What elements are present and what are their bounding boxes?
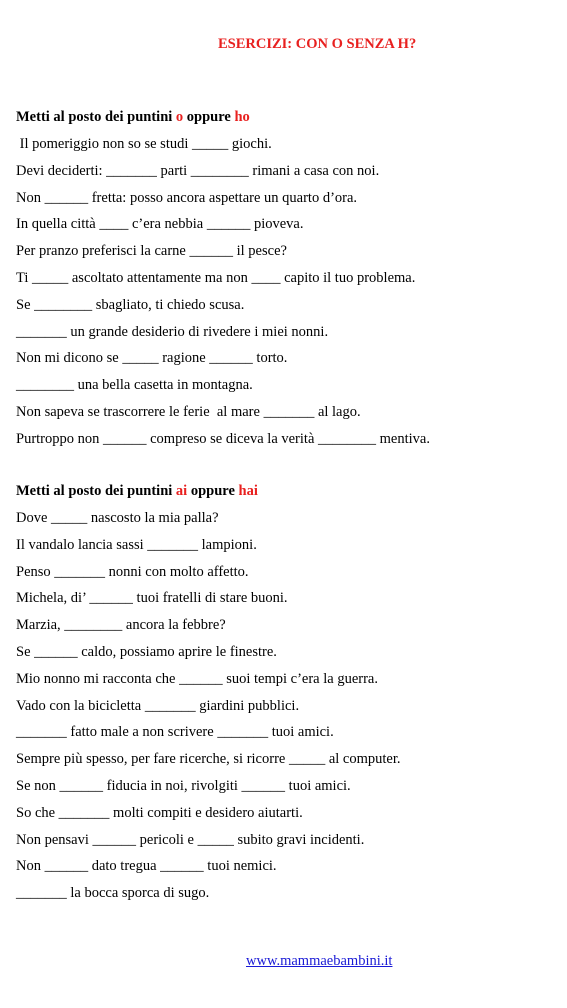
exercise-line: Dove _____ nascosto la mia palla?: [16, 510, 219, 526]
exercise-line: In quella città ____ c’era nebbia ______ pioveva.: [16, 216, 304, 233]
exercise-line: So che _______ molti compiti e desidero aiutarti.: [16, 804, 303, 821]
exercise-line: _______ un grande desiderio di rivedere i miei nonni.: [16, 323, 329, 340]
exercise-line: Non ______ dato tregua ______ tuoi nemici.: [16, 858, 277, 875]
section-heading: [16, 104, 556, 131]
option-ho: ho: [234, 109, 250, 125]
exercise-line: Michela, di’ ______ tuoi fratelli di stare buoni.: [16, 590, 288, 607]
exercise-line: _______ la bocca sporca di sugo.: [16, 885, 210, 902]
option-o: o: [175, 109, 184, 125]
exercise-section-ai-hai: [16, 478, 556, 907]
heading-text: Metti al posto dei puntini: [16, 483, 176, 499]
exercise-line: Penso _______ nonni con molto affetto.: [16, 563, 249, 580]
exercise-line: Non pensavi ______ pericoli e _____ subito gravi incidenti.: [16, 831, 365, 848]
exercise-line: Purtroppo non ______ compreso se diceva la verità ________ mentiva.: [16, 430, 430, 447]
exercise-line: Non mi dicono se _____ ragione ______ torto.: [16, 350, 288, 367]
footer-website-link[interactable]: www.mammaebambini.it: [246, 953, 393, 969]
exercise-line: Non sapeva se trascorrere le ferie al mare _______ al lago.: [16, 403, 361, 420]
exercise-section-o-ho: [16, 104, 556, 453]
exercise-line: Per pranzo preferisci la carne ______ il pesce?: [16, 243, 287, 260]
exercise-line: Sempre più spesso, per fare ricerche, si ricorre _____ al computer.: [16, 751, 401, 768]
exercise-line: Se ________ sbagliato, ti chiedo scusa.: [16, 296, 245, 313]
exercise-line: _______ fatto male a non scrivere _______ tuoi amici.: [16, 724, 334, 741]
exercise-line: Se non ______ fiducia in noi, rivolgiti ______ tuoi amici.: [16, 777, 351, 794]
exercise-line: Marzia, ________ ancora la febbre?: [16, 617, 226, 634]
exercise-line: Non ______ fretta: posso ancora aspettare un quarto d’ora.: [16, 189, 358, 206]
exercise-line: Il vandalo lancia sassi _______ lampioni.: [16, 536, 257, 553]
heading-oppure: oppure: [183, 109, 235, 125]
page-title: ESERCIZI: CON O SENZA H?: [218, 36, 417, 52]
exercise-line: Devi deciderti: _______ parti ________ rimani a casa con noi.: [16, 162, 380, 179]
option-ai: ai: [175, 483, 188, 499]
heading-oppure: oppure: [187, 483, 239, 499]
heading-text: Metti al posto dei puntini: [16, 109, 176, 125]
exercise-line: Vado con la bicicletta _______ giardini pubblici.: [16, 697, 300, 714]
option-hai: hai: [238, 483, 258, 499]
exercise-line: Ti _____ ascoltato attentamente ma non ____ capito il tuo problema.: [16, 269, 416, 286]
exercise-line: Il pomeriggio non so se studi _____ giochi.: [16, 136, 272, 152]
exercise-line: Mio nonno mi racconta che ______ suoi tempi c’era la guerra.: [16, 670, 378, 687]
exercise-line: Se ______ caldo, possiamo aprire le finestre.: [16, 643, 277, 660]
section-heading: [16, 478, 556, 505]
exercise-line: ________ una bella casetta in montagna.: [16, 377, 253, 394]
